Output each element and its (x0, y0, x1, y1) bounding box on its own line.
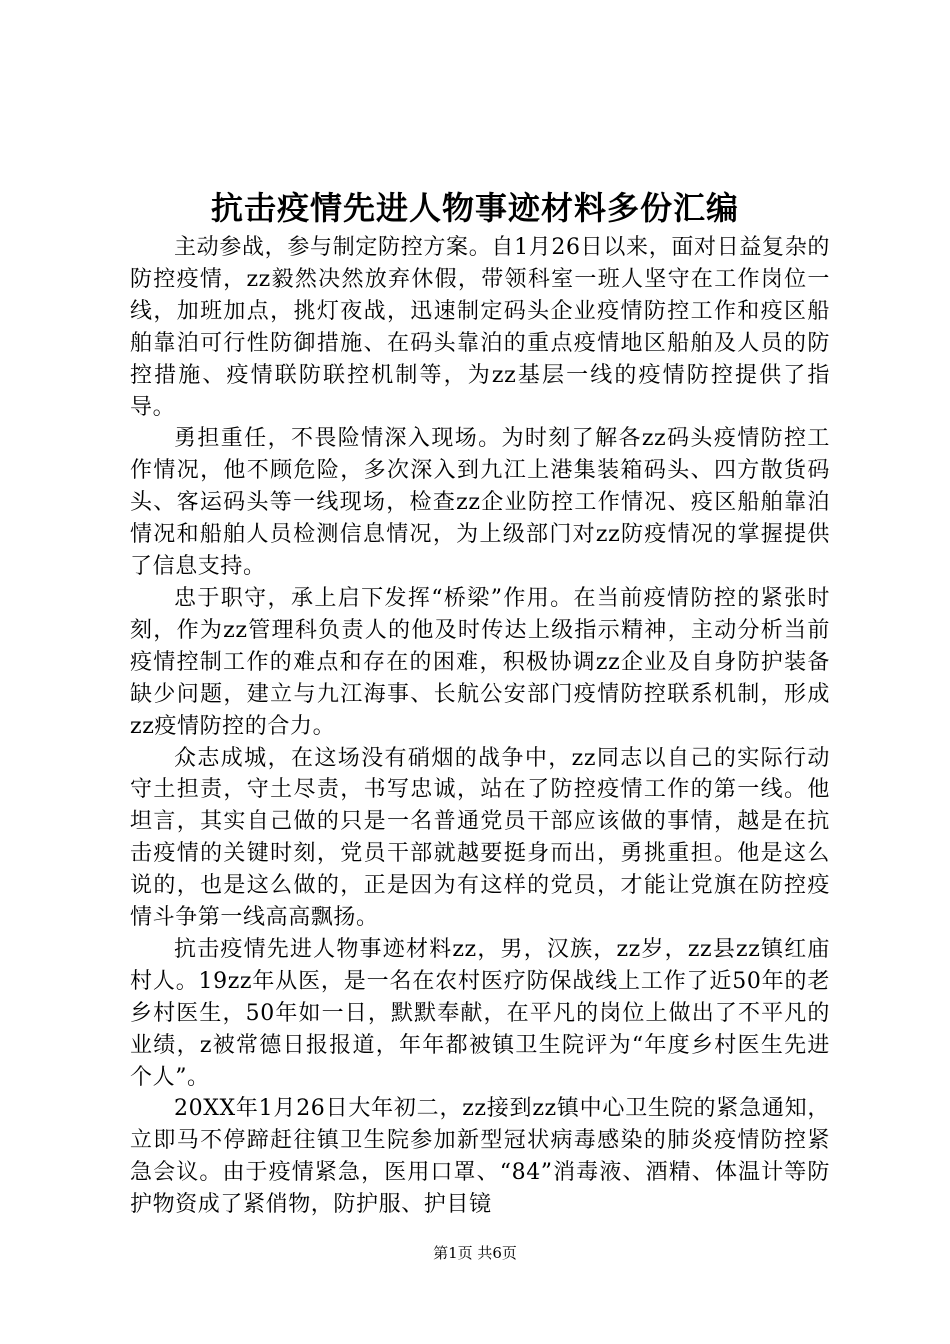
document-body (130, 232, 830, 1221)
paragraph: 勇担重任，不畏险情深入现场。为时刻了解各zz码头疫情防控工作情况，他不顾危险，多次深入到九江上港集装箱码头、四方散货码头、客运码头等一线现场，检查zz企业防控工作情况、疫区船舶靠泊情况和船舶人员检测信息情况，为上级部门对zz防疫情况的掌握提供了信息支持。 (130, 426, 830, 580)
paragraph: 忠于职守，承上启下发挥“桥梁”作用。在当前疫情防控的紧张时刻，作为zz管理科负责人的他及时传达上级指示精神，主动分析当前疫情控制工作的难点和存在的困难，积极协调zz企业及自身防护装备缺少问题，建立与九江海事、长航公安部门疫情防控联系机制，形成zz疫情防控的合力。 (130, 585, 830, 739)
paragraph: 主动参战，参与制定防控方案。自1月26日以来，面对日益复杂的防控疫情，zz毅然决然放弃休假，带领科室一班人坚守在工作岗位一线，加班加点，挑灯夜战，迅速制定码头企业疫情防控工作和疫区船舶靠泊可行性防御措施、在码头靠泊的重点疫情地区船舶及人员的防控措施、疫情联防联控机制等，为zz基层一线的疫情防控提供了指导。 (130, 235, 830, 420)
paragraph: 抗击疫情先进人物事迹材料zz，男，汉族，zz岁，zz县zz镇红庙村人。19zz年从医，是一名在农村医疗防保战线上工作了近50年的老乡村医生，50年如一日，默默奉献，在平凡的岗位上做出了不平凡的业绩，z被常德日报报道，年年都被镇卫生院评为“年度乡村医生先进个人”。 (130, 936, 830, 1090)
document-title: 抗击疫情先进人物事迹材料多份汇编 (210, 189, 739, 227)
page-number-footer: 第1页 共6页 (433, 1244, 517, 1262)
paragraph: 20XX年1月26日大年初二，zz接到zz镇中心卫生院的紧急通知，立即马不停蹄赶往镇卫生院参加新型冠状病毒感染的肺炎疫情防控紧急会议。由于疫情紧急，医用口罩、“84”消毒液、酒精、体温计等防护物资成了紧俏物，防护服、护目镜 (130, 1096, 830, 1218)
paragraph: 众志成城，在这场没有硝烟的战争中，zz同志以自己的实际行动守土担责，守土尽责，书写忠诚，站在了防控疫情工作的第一线。他坦言，其实自己做的只是一名普通党员干部应该做的事情，越是在抗击疫情的关键时刻，党员干部就越要挺身而出，勇挑重担。他是这么说的，也是这么做的，正是因为有这样的党员，才能让党旗在防控疫情斗争第一线高高飘扬。 (130, 745, 830, 931)
